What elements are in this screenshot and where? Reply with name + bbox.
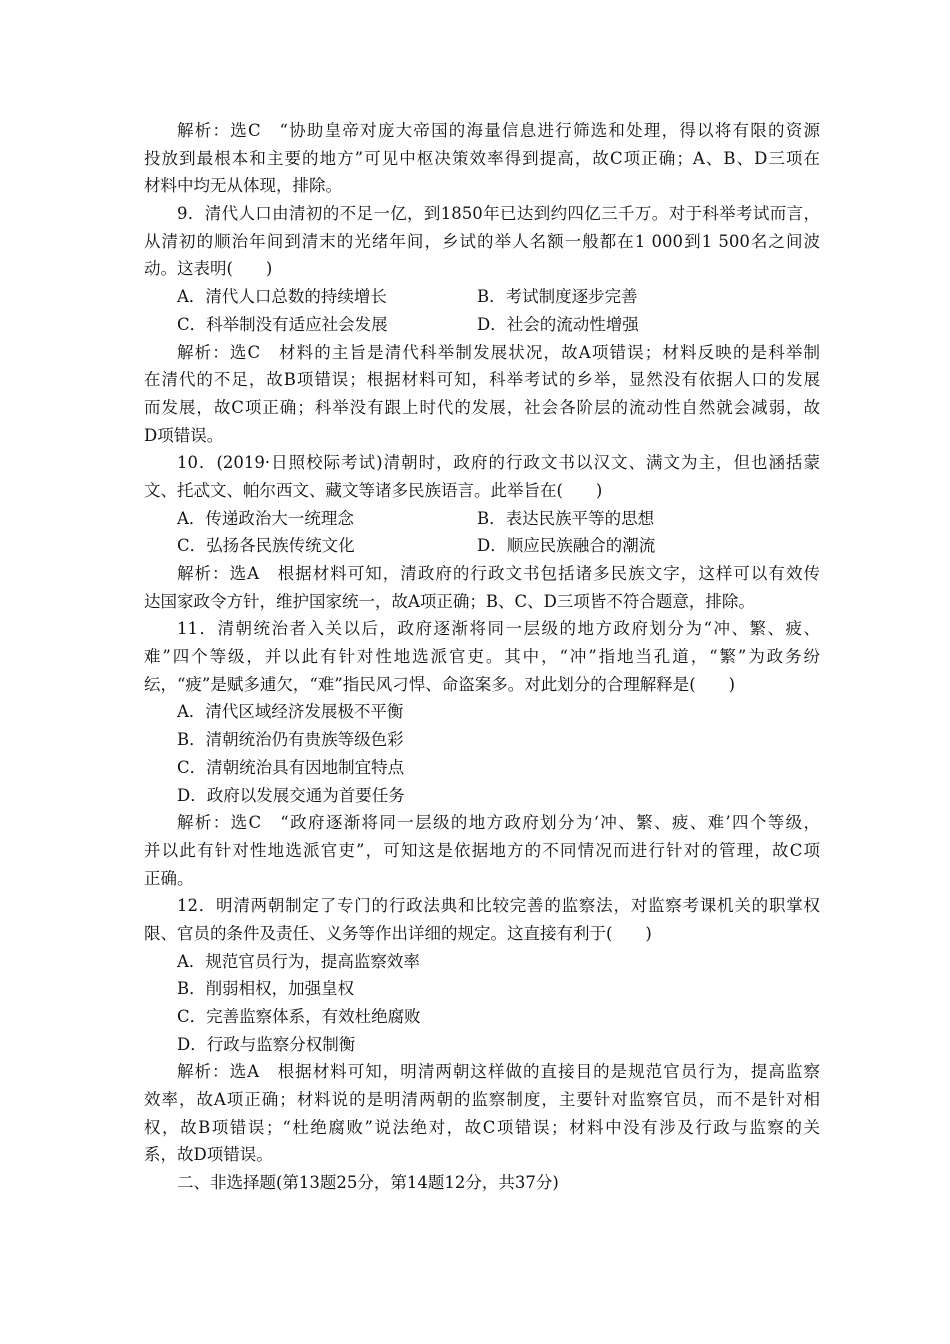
section-heading: 二、非选择题(第13题25分，第14题12分，共37分) (177, 1173, 559, 1193)
question-stem-line: 难”四个等级，并以此有针对性地选派官吏。其中，“冲”指地当孔道，“繁”为政务纷 (144, 647, 820, 667)
text-line: 正确。 (144, 868, 194, 888)
option-d: D．政府以发展交通为首要任务 (177, 785, 405, 805)
options-row (144, 532, 820, 560)
option-c: C．完善监察体系，有效杜绝腐败 (177, 1007, 421, 1026)
text-line: 而发展，故C项正确；科举没有跟上时代的发展，社会各阶层的流动性自然就会减弱，故 (144, 397, 820, 417)
text-line: 达国家政令方针，维护国家统一，故A项正确；B、C、D三项皆不符合题意，排除。 (144, 591, 755, 611)
text-line: 投放到最根本和主要的地方”可见中枢决策效率得到提高，故C项正确；A、B、D三项在 (144, 148, 820, 168)
text-line: 材料中均无从体现，排除。 (144, 176, 342, 196)
text-line: 权，故B项错误；“杜绝腐败”说法绝对，故C项错误；材料中没有涉及行政与监察的关 (144, 1117, 820, 1137)
question-10 (144, 449, 820, 560)
option-d: D．行政与监察分权制衡 (177, 1034, 356, 1054)
text-line: D项错误。 (144, 425, 224, 445)
question-stem-line: 9．清代人口由清初的不足一亿，到1850年已达到约四亿三千万。对于科举考试而言， (177, 204, 820, 224)
question-stem-line: 动。这表明( ) (144, 259, 273, 279)
question-stem-line: 12．明清两朝制定了专门的行政法典和比较完善的监察法，对监察考课机关的职掌权 (177, 896, 820, 916)
option-d: D．顺应民族融合的潮流 (477, 536, 656, 556)
option-d: D．社会的流动性增强 (477, 314, 639, 334)
text-line: 解析：选C 材料的主旨是清代科举制发展状况，故A项错误；材料反映的是科举制 (177, 342, 820, 362)
text-line: 效率，故A项正确；材料说的是明清两朝的监察制度，主要针对监察官员，而不是针对相 (144, 1090, 820, 1110)
question-9 (144, 200, 820, 338)
question-12 (144, 892, 820, 1058)
question-11 (144, 615, 820, 809)
question-stem-line: 从清初的顺治年间到清末的光绪年间，乡试的举人名额一般都在1 000到1 500名之间波 (144, 231, 820, 251)
option-b: B．表达民族平等的思想 (477, 508, 655, 528)
option-a: A．传递政治大一统理念 (177, 508, 354, 528)
option-c: C．科举制没有适应社会发展 (177, 314, 388, 334)
options-row (144, 283, 820, 311)
options-row (144, 311, 820, 339)
options-row (144, 505, 820, 533)
option-b: B．考试制度逐步完善 (477, 287, 638, 307)
question-stem-line: 文、托忒文、帕尔西文、藏文等诸多民族语言。此举旨在( ) (144, 480, 603, 500)
answer-10 (144, 560, 820, 615)
question-stem-line: 纭，“疲”是赋多逋欠，“难”指民风刁悍、命盗案多。对此划分的合理解释是( ) (144, 674, 736, 694)
option-a: A．清代人口总数的持续增长 (177, 287, 387, 307)
option-b: B．清朝统治仍有贵族等级色彩 (177, 730, 404, 750)
answer-11 (144, 809, 820, 892)
text-line: 在清代的不足，故B项错误；根据材料可知，科举考试的乡举，显然没有依据人口的发展 (144, 370, 820, 390)
question-stem-line: 限、官员的条件及责任、义务等作出详细的规定。这直接有利于( ) (144, 923, 652, 943)
question-stem-line: 11．清朝统治者入关以后，政府逐渐将同一层级的地方政府划分为“冲、繁、疲、 (177, 619, 820, 639)
text-line: 解析：选A 根据材料可知，清政府的行政文书包括诸多民族文字，这样可以有效传 (177, 564, 820, 583)
option-c: C．清朝统治具有因地制宜特点 (177, 757, 405, 777)
option-a: A．清代区域经济发展极不平衡 (177, 702, 404, 722)
text-line: 解析：选C “政府逐渐将同一层级的地方政府划分为‘冲、繁、疲、难’四个等级， (177, 813, 820, 833)
text-line: 解析：选C “协助皇帝对庞大帝国的海量信息进行筛选和处理，得以将有限的资源 (177, 121, 820, 140)
document-page (144, 117, 820, 1197)
answer-8 (144, 117, 820, 200)
answer-12 (144, 1058, 820, 1169)
text-line: 系，故D项错误。 (144, 1145, 273, 1165)
option-a: A．规范官员行为，提高监察效率 (177, 951, 420, 971)
option-c: C．弘扬各民族传统文化 (177, 536, 355, 556)
option-b: B．削弱相权，加强皇权 (177, 979, 355, 999)
question-stem-line: 10．(2019·日照校际考试)清朝时，政府的行政文书以汉文、满文为主，但也涵括蒙 (177, 453, 820, 473)
text-line: 解析：选A 根据材料可知，明清两朝这样做的直接目的是规范官员行为，提高监察 (177, 1062, 820, 1082)
answer-9 (144, 339, 820, 450)
text-line: 并以此有针对性地选派官吏”，可知这是依据地方的不同情况而进行针对的管理，故C项 (144, 840, 820, 860)
